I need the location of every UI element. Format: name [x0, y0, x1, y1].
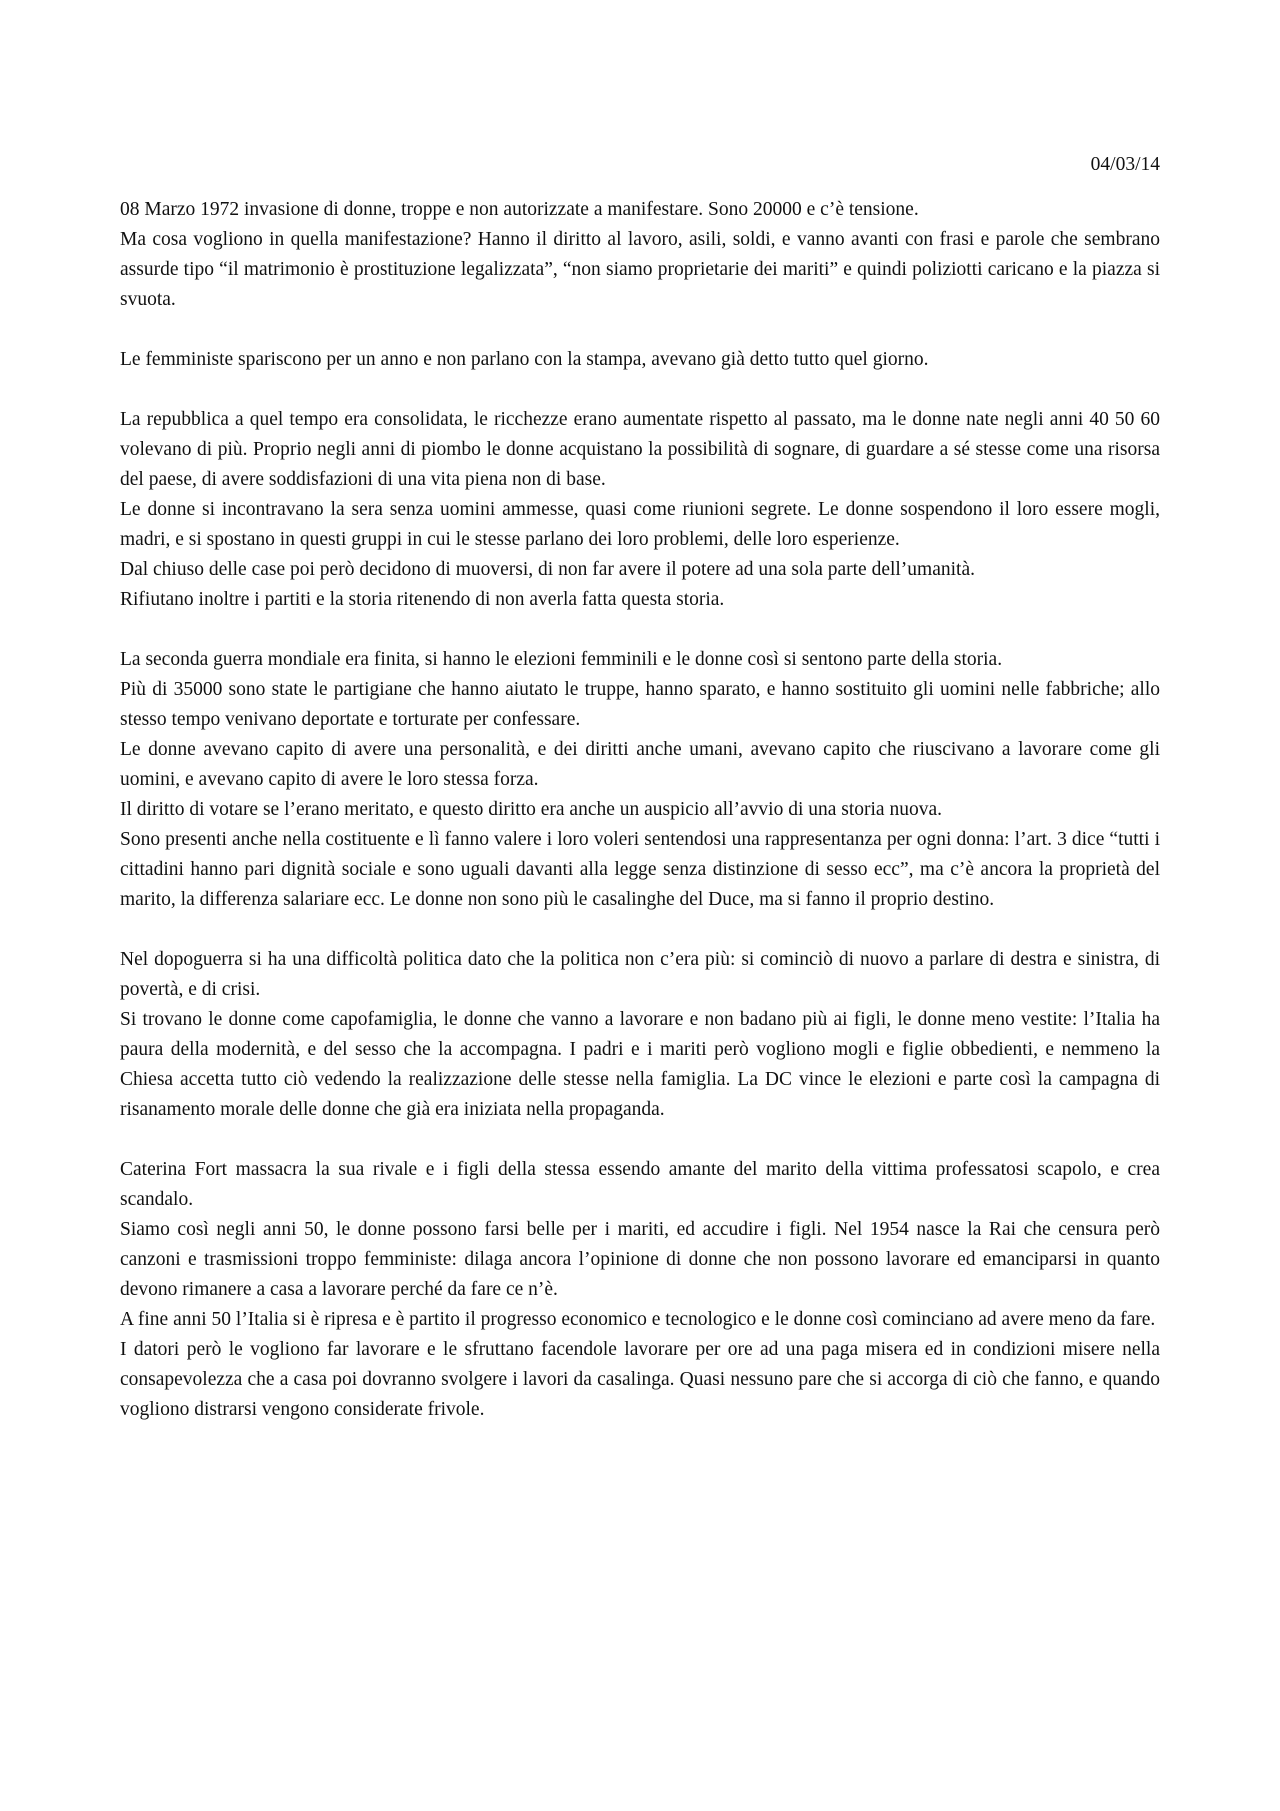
paragraph: Le donne si incontravano la sera senza uomini ammesse, quasi come riunioni segrete. Le donne sospendono il loro essere mogli, madri, e si spostano in questi gruppi in cui le stesse parlano dei loro problemi, delle loro esperienze. [120, 499, 1160, 550]
paragraph: Si trovano le donne come capofamiglia, le donne che vanno a lavorare e non badano più ai figli, le donne meno vestite: l’Italia ha paura della modernità, e del sesso che la accompagna. I padri e i mariti però vogliono mogli e figlie obbedienti, e nemmeno la Chiesa accetta tutto ciò vedendo la realizzazione delle stesse nella famiglia. La DC vince le elezioni e parte così la campagna di risanamento morale delle donne che già era iniziata nella propaganda. [120, 1009, 1160, 1120]
paragraph: Siamo così negli anni 50, le donne possono farsi belle per i mariti, ed accudire i figli. Nel 1954 nasce la Rai che censura però canzoni e trasmissioni troppo femministe: dilaga ancora l’opinione di donne che non possono lavorare ed emanciparsi in quanto devono rimanere a casa a lavorare perché da fare ce n’è. [120, 1219, 1160, 1300]
paragraph: I datori però le vogliono far lavorare e le sfruttano facendole lavorare per ore ad una paga misera ed in condizioni misere nella consapevolezza che a casa poi dovranno svolgere i lavori da casalinga. Quasi nessuno pare che si accorga di ciò che fanno, e quando vogliono distrarsi vengono considerate frivole. [120, 1339, 1160, 1420]
document-date: 04/03/14 [1090, 154, 1160, 175]
paragraph: 08 Marzo 1972 invasione di donne, troppe e non autorizzate a manifestare. Sono 20000 e c’è tensione. [120, 199, 919, 220]
paragraph-spacer [120, 1125, 1160, 1155]
paragraph: Sono presenti anche nella costituente e lì fanno valere i loro voleri sentendosi una rappresentanza per ogni donna: l’art. 3 dice “tutti i cittadini hanno pari dignità sociale e sono uguali davanti alla legge senza distinzione di sesso ecc”, ma c’è ancora la proprietà del marito, la differenza salariare ecc. Le donne non sono più le casalinghe del Duce, ma si fanno il proprio destino. [120, 829, 1160, 910]
paragraph: Dal chiuso delle case poi però decidono di muoversi, di non far avere il potere ad una sola parte dell’umanità. [120, 559, 975, 580]
paragraph: Ma cosa vogliono in quella manifestazione? Hanno il diritto al lavoro, asili, soldi, e vanno avanti con frasi e parole che sembrano assurde tipo “il matrimonio è prostituzione legalizzata”, “non siamo proprietarie dei mariti” e quindi poliziotti caricano e la piazza si svuota. [120, 229, 1160, 310]
paragraph: La seconda guerra mondiale era finita, si hanno le elezioni femminili e le donne così si sentono parte della storia. [120, 649, 1003, 670]
paragraph: Più di 35000 sono state le partigiane che hanno aiutato le truppe, hanno sparato, e hanno sostituito gli uomini nelle fabbriche; allo stesso tempo venivano deportate e torturate per confessare. [120, 679, 1160, 730]
paragraph: Rifiutano inoltre i partiti e la storia ritenendo di non averla fatta questa storia. [120, 589, 725, 610]
paragraph: Il diritto di votare se l’erano meritato, e questo diritto era anche un auspicio all’avvio di una storia nuova. [120, 799, 942, 820]
paragraph-spacer [120, 315, 1160, 345]
paragraph-spacer [120, 375, 1160, 405]
paragraph-spacer [120, 915, 1160, 945]
paragraph: A fine anni 50 l’Italia si è ripresa e è partito il progresso economico e tecnologico e le donne così cominciano ad avere meno da fare. [120, 1309, 1156, 1330]
paragraph: La repubblica a quel tempo era consolidata, le ricchezze erano aumentate rispetto al passato, ma le donne nate negli anni 40 50 60 volevano di più. Proprio negli anni di piombo le donne acquistano la possibilità di sognare, di guardare a sé stesse come una risorsa del paese, di avere soddisfazioni di una vita piena non di base. [120, 409, 1160, 490]
document-page [120, 150, 1160, 1425]
paragraph: Le femministe spariscono per un anno e non parlano con la stampa, avevano già detto tutto quel giorno. [120, 349, 929, 370]
paragraph-spacer [120, 615, 1160, 645]
paragraph: Nel dopoguerra si ha una difficoltà politica dato che la politica non c’era più: si cominciò di nuovo a parlare di destra e sinistra, di povertà, e di crisi. [120, 949, 1160, 1000]
paragraph: Le donne avevano capito di avere una personalità, e dei diritti anche umani, avevano capito che riuscivano a lavorare come gli uomini, e avevano capito di avere le loro stessa forza. [120, 739, 1160, 790]
paragraph: Caterina Fort massacra la sua rivale e i figli della stessa essendo amante del marito della vittima professatosi scapolo, e crea scandalo. [120, 1159, 1160, 1210]
